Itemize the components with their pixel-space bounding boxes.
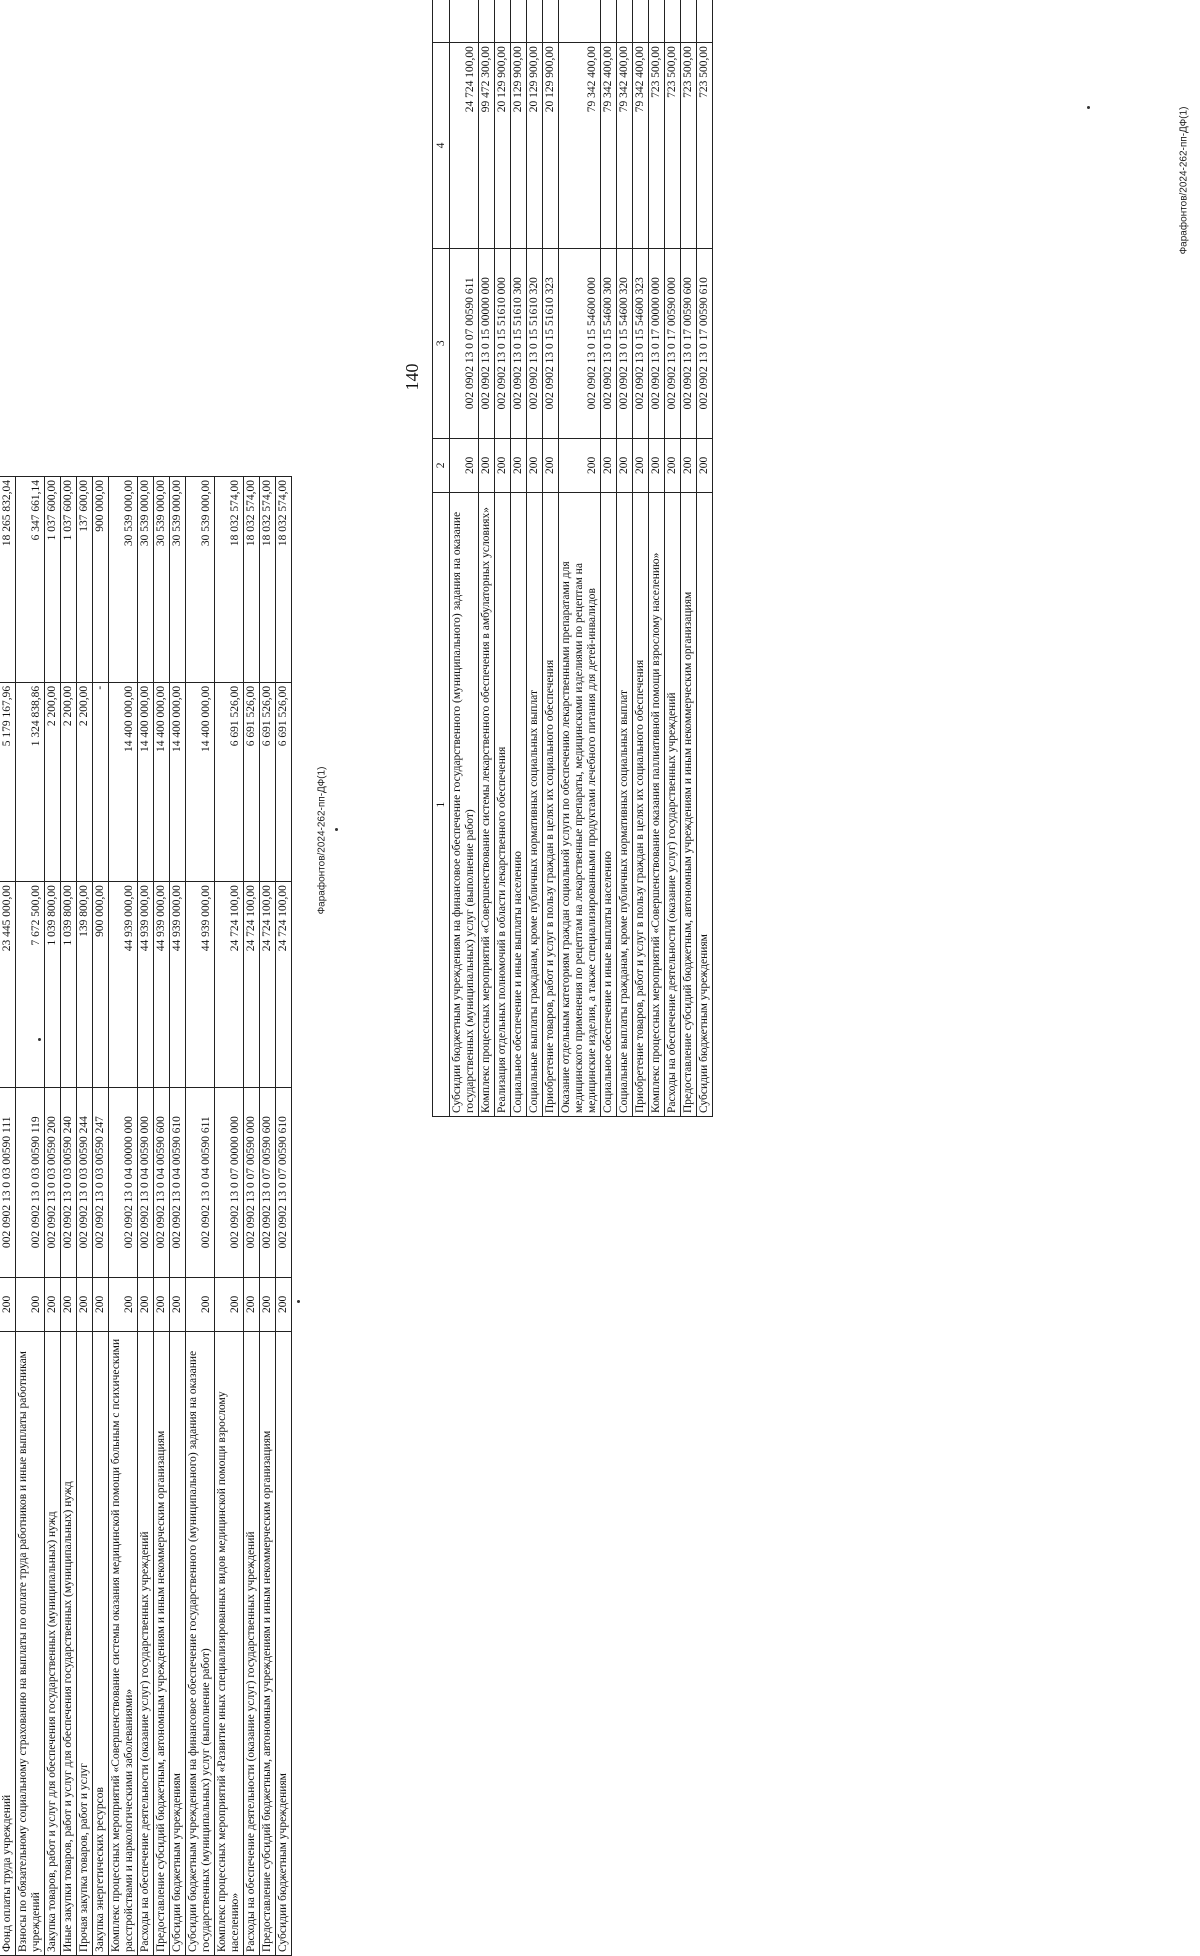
approved-amount: 24 724 100,00 xyxy=(260,882,276,1088)
executed-amount: 6 691 526,00 xyxy=(276,682,292,881)
executed-amount xyxy=(559,0,601,43)
admin-code: 200 xyxy=(559,438,601,493)
budget-classification-code: 002 0902 13 0 03 00590 119 xyxy=(16,1087,45,1277)
budget-table-140 xyxy=(432,0,713,1117)
executed-amount xyxy=(543,0,559,43)
approved-amount: 20 129 900,00 xyxy=(527,43,543,249)
approved-amount: 7 672 500,00 xyxy=(16,882,45,1088)
table-row xyxy=(495,0,511,1117)
table-row xyxy=(697,0,713,1117)
executed-amount xyxy=(649,0,665,43)
approved-amount: 44 939 000,00 xyxy=(109,882,138,1088)
budget-classification-code: 002 0902 13 0 15 51610 323 xyxy=(543,248,559,438)
remaining-amount: 30 539 000,00 xyxy=(138,477,154,683)
admin-code: 200 xyxy=(109,1277,138,1332)
admin-code: 200 xyxy=(601,438,617,493)
approved-amount: 1 039 800,00 xyxy=(61,882,77,1088)
table-row xyxy=(61,477,77,1956)
table-row xyxy=(479,0,495,1117)
expense-name: Реализация отдельных полномочий в области лекарственного обеспечения xyxy=(495,493,511,1117)
executed-amount: 2 200,00 xyxy=(61,682,77,881)
expense-name: Закупка товаров, работ и услуг для обеспечения государственных (муниципальных) нужд xyxy=(45,1332,61,1956)
expense-name: Фонд оплаты труда учреждений xyxy=(0,1332,16,1956)
scan-speck xyxy=(38,1038,41,1041)
expense-name: Субсидии бюджетным учреждениям на финансовое обеспечение государственного (муниципального) задания на оказание государственных (муниципальных) услуг (выполнение работ) xyxy=(186,1332,215,1956)
expense-name: Комплекс процессных мероприятий «Совершенствование оказания паллиативной помощи взрослому населению» xyxy=(649,493,665,1117)
admin-code: 200 xyxy=(665,438,681,493)
table-row xyxy=(215,477,244,1956)
expense-name: Комплекс процессных мероприятий «Развитие иных специализированных видов медицинской помощи взрослому населению» xyxy=(215,1332,244,1956)
executed-amount xyxy=(511,0,527,43)
remaining-amount: 900 000,00 xyxy=(93,477,109,683)
expense-name: Предоставление субсидий бюджетным, автономным учреждениям и иным некоммерческим организациям xyxy=(154,1332,170,1956)
column-number: 4 xyxy=(433,43,450,249)
executed-amount: 14 400 000,00 xyxy=(109,682,138,881)
column-number-row xyxy=(433,0,450,1117)
admin-code: 200 xyxy=(61,1277,77,1332)
remaining-amount: 30 539 000,00 xyxy=(109,477,138,683)
approved-amount: 20 129 900,00 xyxy=(511,43,527,249)
approved-amount: 723 500,00 xyxy=(649,43,665,249)
admin-code: 200 xyxy=(527,438,543,493)
table-row xyxy=(511,0,527,1117)
approved-amount: 723 500,00 xyxy=(681,43,697,249)
budget-classification-code: 002 0902 13 0 07 00590 000 xyxy=(244,1087,260,1277)
executed-amount xyxy=(601,0,617,43)
budget-classification-code: 002 0902 13 0 07 00590 600 xyxy=(260,1087,276,1277)
executed-amount: 6 691 526,00 xyxy=(215,682,244,881)
budget-classification-code: 002 0902 13 0 03 00590 111 xyxy=(0,1087,16,1277)
admin-code: 200 xyxy=(215,1277,244,1332)
approved-amount: 44 939 000,00 xyxy=(170,882,186,1088)
budget-classification-code: 002 0902 13 0 04 00590 611 xyxy=(186,1087,215,1277)
table-row xyxy=(617,0,633,1117)
executed-amount: 5 179 167,96 xyxy=(0,682,16,881)
expense-name: Расходы на обеспечение деятельности (оказание услуг) государственных учреждений xyxy=(138,1332,154,1956)
approved-amount: 900 000,00 xyxy=(93,882,109,1088)
table-row xyxy=(45,477,61,1956)
admin-code: 200 xyxy=(633,438,649,493)
expense-name: Приобретение товаров, работ и услуг в пользу граждан в целях их социального обеспечения xyxy=(543,493,559,1117)
budget-table-139 xyxy=(0,476,292,1956)
table-row xyxy=(16,477,45,1956)
column-number: 2 xyxy=(433,438,450,493)
executed-amount xyxy=(479,0,495,43)
executed-amount xyxy=(450,0,479,43)
expense-name: Расходы на обеспечение деятельности (оказание услуг) государственных учреждений xyxy=(665,493,681,1117)
executed-amount xyxy=(665,0,681,43)
document-footer-code: Фарафонтов/2024-262-пп-ДФ(1) xyxy=(316,766,328,915)
executed-amount xyxy=(633,0,649,43)
expense-name: Субсидии бюджетным учреждениям xyxy=(170,1332,186,1956)
remaining-amount: 18 265 832,04 xyxy=(0,477,16,683)
executed-amount xyxy=(681,0,697,43)
admin-code: 200 xyxy=(0,1277,16,1332)
table-row xyxy=(93,477,109,1956)
remaining-amount: 30 539 000,00 xyxy=(186,477,215,683)
scan-speck xyxy=(1087,106,1090,109)
budget-classification-code: 002 0902 13 0 17 00590 610 xyxy=(697,248,713,438)
table-row xyxy=(170,477,186,1956)
approved-amount: 24 724 100,00 xyxy=(450,43,479,249)
admin-code: 200 xyxy=(479,438,495,493)
table-row xyxy=(665,0,681,1117)
remaining-amount: 30 539 000,00 xyxy=(170,477,186,683)
table-row xyxy=(681,0,697,1117)
approved-amount: 20 129 900,00 xyxy=(495,43,511,249)
admin-code: 200 xyxy=(154,1277,170,1332)
budget-classification-code: 002 0902 13 0 15 54600 320 xyxy=(617,248,633,438)
remaining-amount: 6 347 661,14 xyxy=(16,477,45,683)
page-139 xyxy=(0,476,372,1956)
approved-amount: 44 939 000,00 xyxy=(154,882,170,1088)
budget-classification-code: 002 0902 13 0 03 00590 200 xyxy=(45,1087,61,1277)
expense-name: Взносы по обязательному социальному страхованию на выплаты по оплате труда работников и иные выплаты работникам учреждений xyxy=(16,1332,45,1956)
expense-name: Комплекс процессных мероприятий «Совершенствование системы лекарственного обеспечения в амбулаторных условиях» xyxy=(479,493,495,1117)
admin-code: 200 xyxy=(186,1277,215,1332)
budget-classification-code: 002 0902 13 0 07 00590 611 xyxy=(450,248,479,438)
budget-classification-code: 002 0902 13 0 15 51610 000 xyxy=(495,248,511,438)
budget-classification-code: 002 0902 13 0 15 54600 300 xyxy=(601,248,617,438)
budget-classification-code: 002 0902 13 0 17 00590 000 xyxy=(665,248,681,438)
approved-amount: 24 724 100,00 xyxy=(215,882,244,1088)
table-row xyxy=(450,0,479,1117)
admin-code: 200 xyxy=(77,1277,93,1332)
executed-amount: 14 400 000,00 xyxy=(170,682,186,881)
approved-amount: 99 472 300,00 xyxy=(479,43,495,249)
approved-amount: 44 939 000,00 xyxy=(138,882,154,1088)
approved-amount: 79 342 400,00 xyxy=(559,43,601,249)
table-row xyxy=(154,477,170,1956)
admin-code: 200 xyxy=(170,1277,186,1332)
remaining-amount: 18 032 574,00 xyxy=(260,477,276,683)
admin-code: 200 xyxy=(511,438,527,493)
budget-classification-code: 002 0902 13 0 07 00590 610 xyxy=(276,1087,292,1277)
approved-amount: 24 724 100,00 xyxy=(276,882,292,1088)
executed-amount: - xyxy=(93,682,109,881)
expense-name: Предоставление субсидий бюджетным, автономным учреждениям и иным некоммерческим организациям xyxy=(260,1332,276,1956)
approved-amount: 1 039 800,00 xyxy=(45,882,61,1088)
approved-amount: 723 500,00 xyxy=(665,43,681,249)
budget-classification-code: 002 0902 13 0 17 00000 000 xyxy=(649,248,665,438)
budget-classification-code: 002 0902 13 0 15 54600 323 xyxy=(633,248,649,438)
executed-amount xyxy=(527,0,543,43)
executed-amount: 14 400 000,00 xyxy=(138,682,154,881)
approved-amount: 79 342 400,00 xyxy=(633,43,649,249)
budget-classification-code: 002 0902 13 0 04 00590 610 xyxy=(170,1087,186,1277)
executed-amount: 14 400 000,00 xyxy=(154,682,170,881)
budget-classification-code: 002 0902 13 0 07 00000 000 xyxy=(215,1087,244,1277)
column-number xyxy=(433,0,450,43)
budget-classification-code: 002 0902 13 0 03 00590 240 xyxy=(61,1087,77,1277)
executed-amount: 1 324 838,86 xyxy=(16,682,45,881)
scan-speck xyxy=(297,1300,300,1303)
expense-name: Социальное обеспечение и иные выплаты населению xyxy=(601,493,617,1117)
remaining-amount: 1 037 600,00 xyxy=(45,477,61,683)
table-row xyxy=(601,0,617,1117)
document-footer-code: Фарафонтов/2024-262-пп-ДФ(1) xyxy=(1178,106,1190,255)
budget-classification-code: 002 0902 13 0 04 00590 000 xyxy=(138,1087,154,1277)
expense-name: Приобретение товаров, работ и услуг в пользу граждан в целях их социального обеспечения xyxy=(633,493,649,1117)
budget-classification-code: 002 0902 13 0 04 00590 600 xyxy=(154,1087,170,1277)
expense-name: Субсидии бюджетным учреждениям на финансовое обеспечение государственного (муниципального) задания на оказание государственных (муниципальных) услуг (выполнение работ) xyxy=(450,493,479,1117)
executed-amount: 2 200,00 xyxy=(77,682,93,881)
admin-code: 200 xyxy=(450,438,479,493)
budget-classification-code: 002 0902 13 0 17 00590 600 xyxy=(681,248,697,438)
admin-code: 200 xyxy=(138,1277,154,1332)
budget-classification-code: 002 0902 13 0 04 00000 000 xyxy=(109,1087,138,1277)
table-row xyxy=(77,477,93,1956)
remaining-amount: 137 600,00 xyxy=(77,477,93,683)
admin-code: 200 xyxy=(697,438,713,493)
approved-amount: 79 342 400,00 xyxy=(617,43,633,249)
remaining-amount: 1 037 600,00 xyxy=(61,477,77,683)
table-row xyxy=(276,477,292,1956)
executed-amount: 6 691 526,00 xyxy=(244,682,260,881)
approved-amount: 723 500,00 xyxy=(697,43,713,249)
approved-amount: 23 445 000,00 xyxy=(0,882,16,1088)
remaining-amount: 18 032 574,00 xyxy=(276,477,292,683)
expense-name: Субсидии бюджетным учреждениям xyxy=(276,1332,292,1956)
expense-name: Социальное обеспечение и иные выплаты населению xyxy=(511,493,527,1117)
expense-name: Субсидии бюджетным учреждениям xyxy=(697,493,713,1117)
page-number: 140 xyxy=(402,363,422,391)
executed-amount xyxy=(495,0,511,43)
admin-code: 200 xyxy=(543,438,559,493)
table-row xyxy=(559,0,601,1117)
admin-code: 200 xyxy=(276,1277,292,1332)
approved-amount: 44 939 000,00 xyxy=(186,882,215,1088)
page-140 xyxy=(402,0,822,1117)
admin-code: 200 xyxy=(495,438,511,493)
expense-name: Прочая закупка товаров, работ и услуг xyxy=(77,1332,93,1956)
table-row xyxy=(0,477,16,1956)
budget-classification-code: 002 0902 13 0 15 51610 300 xyxy=(511,248,527,438)
admin-code: 200 xyxy=(45,1277,61,1332)
expense-name: Расходы на обеспечение деятельности (оказание услуг) государственных учреждений xyxy=(244,1332,260,1956)
table-row xyxy=(649,0,665,1117)
budget-classification-code: 002 0902 13 0 15 54600 000 xyxy=(559,248,601,438)
expense-name: Иные закупки товаров, работ и услуг для обеспечения государственных (муниципальных) нужд xyxy=(61,1332,77,1956)
approved-amount: 79 342 400,00 xyxy=(601,43,617,249)
executed-amount xyxy=(617,0,633,43)
table-row xyxy=(138,477,154,1956)
table-row xyxy=(527,0,543,1117)
budget-classification-code: 002 0902 13 0 03 00590 244 xyxy=(77,1087,93,1277)
executed-amount: 14 400 000,00 xyxy=(186,682,215,881)
table-row xyxy=(543,0,559,1117)
approved-amount: 20 129 900,00 xyxy=(543,43,559,249)
remaining-amount: 30 539 000,00 xyxy=(154,477,170,683)
remaining-amount: 18 032 574,00 xyxy=(215,477,244,683)
admin-code: 200 xyxy=(244,1277,260,1332)
executed-amount xyxy=(697,0,713,43)
expense-name: Закупка энергетических ресурсов xyxy=(93,1332,109,1956)
executed-amount: 6 691 526,00 xyxy=(260,682,276,881)
expense-name: Социальные выплаты гражданам, кроме публичных нормативных социальных выплат xyxy=(617,493,633,1117)
executed-amount: 2 200,00 xyxy=(45,682,61,881)
table-row xyxy=(633,0,649,1117)
scan-speck xyxy=(335,828,338,831)
table-row xyxy=(260,477,276,1956)
column-number: 1 xyxy=(433,493,450,1117)
admin-code: 200 xyxy=(681,438,697,493)
admin-code: 200 xyxy=(16,1277,45,1332)
admin-code: 200 xyxy=(649,438,665,493)
budget-classification-code: 002 0902 13 0 15 00000 000 xyxy=(479,248,495,438)
expense-name: Социальные выплаты гражданам, кроме публичных нормативных социальных выплат xyxy=(527,493,543,1117)
admin-code: 200 xyxy=(260,1277,276,1332)
admin-code: 200 xyxy=(93,1277,109,1332)
remaining-amount: 18 032 574,00 xyxy=(244,477,260,683)
approved-amount: 24 724 100,00 xyxy=(244,882,260,1088)
expense-name: Предоставление субсидий бюджетным, автономным учреждениям и иным некоммерческим организациям xyxy=(681,493,697,1117)
budget-classification-code: 002 0902 13 0 03 00590 247 xyxy=(93,1087,109,1277)
table-row xyxy=(244,477,260,1956)
table-row xyxy=(109,477,138,1956)
expense-name: Оказание отдельным категориям граждан социальной услуги по обеспечению лекарственными препаратами для медицинского применения по рецептам на лекарственные препараты, медицинскими изделиями по рецептам на медицинские изделия, а также специализированными продуктами лечебного питания для детей-инвалидов xyxy=(559,493,601,1117)
budget-classification-code: 002 0902 13 0 15 51610 320 xyxy=(527,248,543,438)
admin-code: 200 xyxy=(617,438,633,493)
approved-amount: 139 800,00 xyxy=(77,882,93,1088)
expense-name: Комплекс процессных мероприятий «Совершенствование системы оказания медицинской помощи больным с психическими расстройствами и наркологическими заболеваниями» xyxy=(109,1332,138,1956)
column-number: 3 xyxy=(433,248,450,438)
table-row xyxy=(186,477,215,1956)
